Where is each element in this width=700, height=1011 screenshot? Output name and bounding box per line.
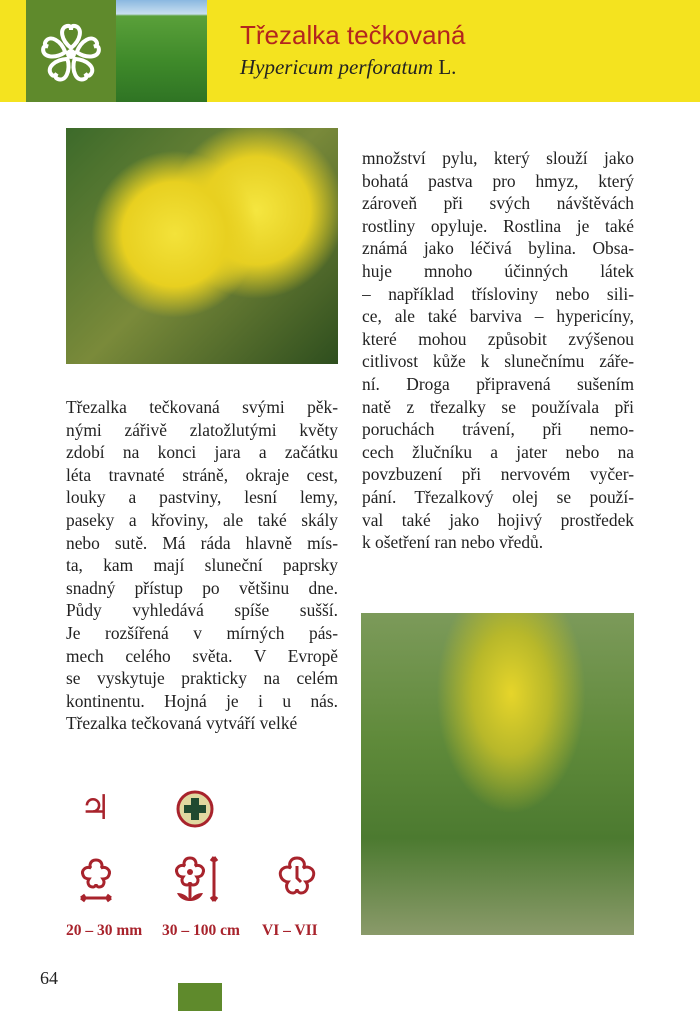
- perennial-icon: ♃: [80, 788, 111, 828]
- plant-height-label: 30 – 100 cm: [162, 922, 240, 939]
- text-line: nými zářivě zlatožlutými květy: [66, 419, 338, 440]
- flowering-time-clock-icon: [272, 853, 322, 903]
- text-line: rostliny opyluje. Rostlina je také: [362, 215, 634, 236]
- text-line: citlivost kůže k slunečnímu záře-: [362, 351, 634, 372]
- text-line: ta, kam mají sluneční paprsky: [66, 555, 338, 576]
- text-line: Půdy vyhledává spíše sušší.: [66, 600, 338, 621]
- page-number: 64: [40, 968, 58, 988]
- text-line: zdobí na konci jara a začátku: [66, 442, 338, 463]
- text-line: léta travnaté stráně, okraje cest,: [66, 464, 338, 485]
- latin-name: [240, 55, 456, 80]
- flower-size-label: 20 – 30 mm: [66, 922, 143, 939]
- right-text-column: [362, 147, 634, 554]
- text-line: známá jako léčivá bylina. Obsa-: [362, 238, 634, 259]
- text-line: povzbuzení při nervovém vyčer-: [362, 464, 634, 485]
- text-line: bohatá pastva pro hmyz, který: [362, 170, 634, 191]
- text-line: se vyskytuje prakticky na celém: [66, 668, 338, 689]
- text-line: cech žlučníku a jater nebo na: [362, 441, 634, 462]
- text-line: mech celého světa. V Evropě: [66, 645, 338, 666]
- text-line: nebo sutě. Má ráda hlavně mís-: [66, 532, 338, 553]
- text-line: ní. Droga připravená sušením: [362, 373, 634, 394]
- text-line: – například třísloviny nebo sili-: [362, 283, 634, 304]
- flower-logo-icon: [26, 0, 116, 102]
- text-line: louky a pastviny, lesní lemy,: [66, 487, 338, 508]
- text-line: huje mnoho účinných látek: [362, 260, 634, 281]
- left-text-column: [66, 396, 338, 735]
- text-line: snadný přístup po většinu dne.: [66, 577, 338, 598]
- plant-height-icon: [172, 853, 220, 907]
- text-line: ce, ale také barviva – hypericíny,: [362, 306, 634, 327]
- medicinal-cross-icon: [175, 789, 215, 829]
- text-line: poruchách trávení, při nemo-: [362, 419, 634, 440]
- text-line: zároveň při svých návštěvách: [362, 193, 634, 214]
- text-line: Je rozšířená v mírných pás-: [66, 622, 338, 643]
- flowering-time-label: VI – VII: [262, 922, 318, 939]
- latin-genus-species: Hypericum perforatum: [240, 55, 434, 79]
- text-line: které mohou způsobit zvýšenou: [362, 328, 634, 349]
- text-line: paseky a křoviny, ale také skály: [66, 509, 338, 530]
- text-line: Třezalka tečkovaná vytváří velké: [66, 713, 298, 734]
- text-line: pání. Třezalkový olej se použí-: [362, 486, 634, 507]
- text-line: k ošetření ran nebo vředů.: [362, 532, 544, 553]
- text-line: kontinentu. Hojná je i u nás.: [66, 690, 338, 711]
- plant-habitat-photo: [361, 613, 634, 935]
- flower-size-icon: [76, 855, 116, 905]
- flower-closeup-photo: [66, 128, 338, 364]
- text-line: Třezalka tečkovaná svými pěk-: [66, 397, 338, 417]
- latin-author: L.: [438, 55, 457, 79]
- page-title: Třezalka tečkovaná: [240, 20, 466, 50]
- page-header: [0, 0, 700, 102]
- meadow-image: [116, 0, 207, 102]
- text-line: val také jako hojivý prostředek: [362, 509, 634, 530]
- text-line: množství pylu, který slouží jako: [362, 148, 634, 168]
- text-line: natě z třezalky se používala při: [362, 396, 634, 417]
- footer-green-tab: [178, 983, 222, 1011]
- flower-logo: [26, 0, 116, 102]
